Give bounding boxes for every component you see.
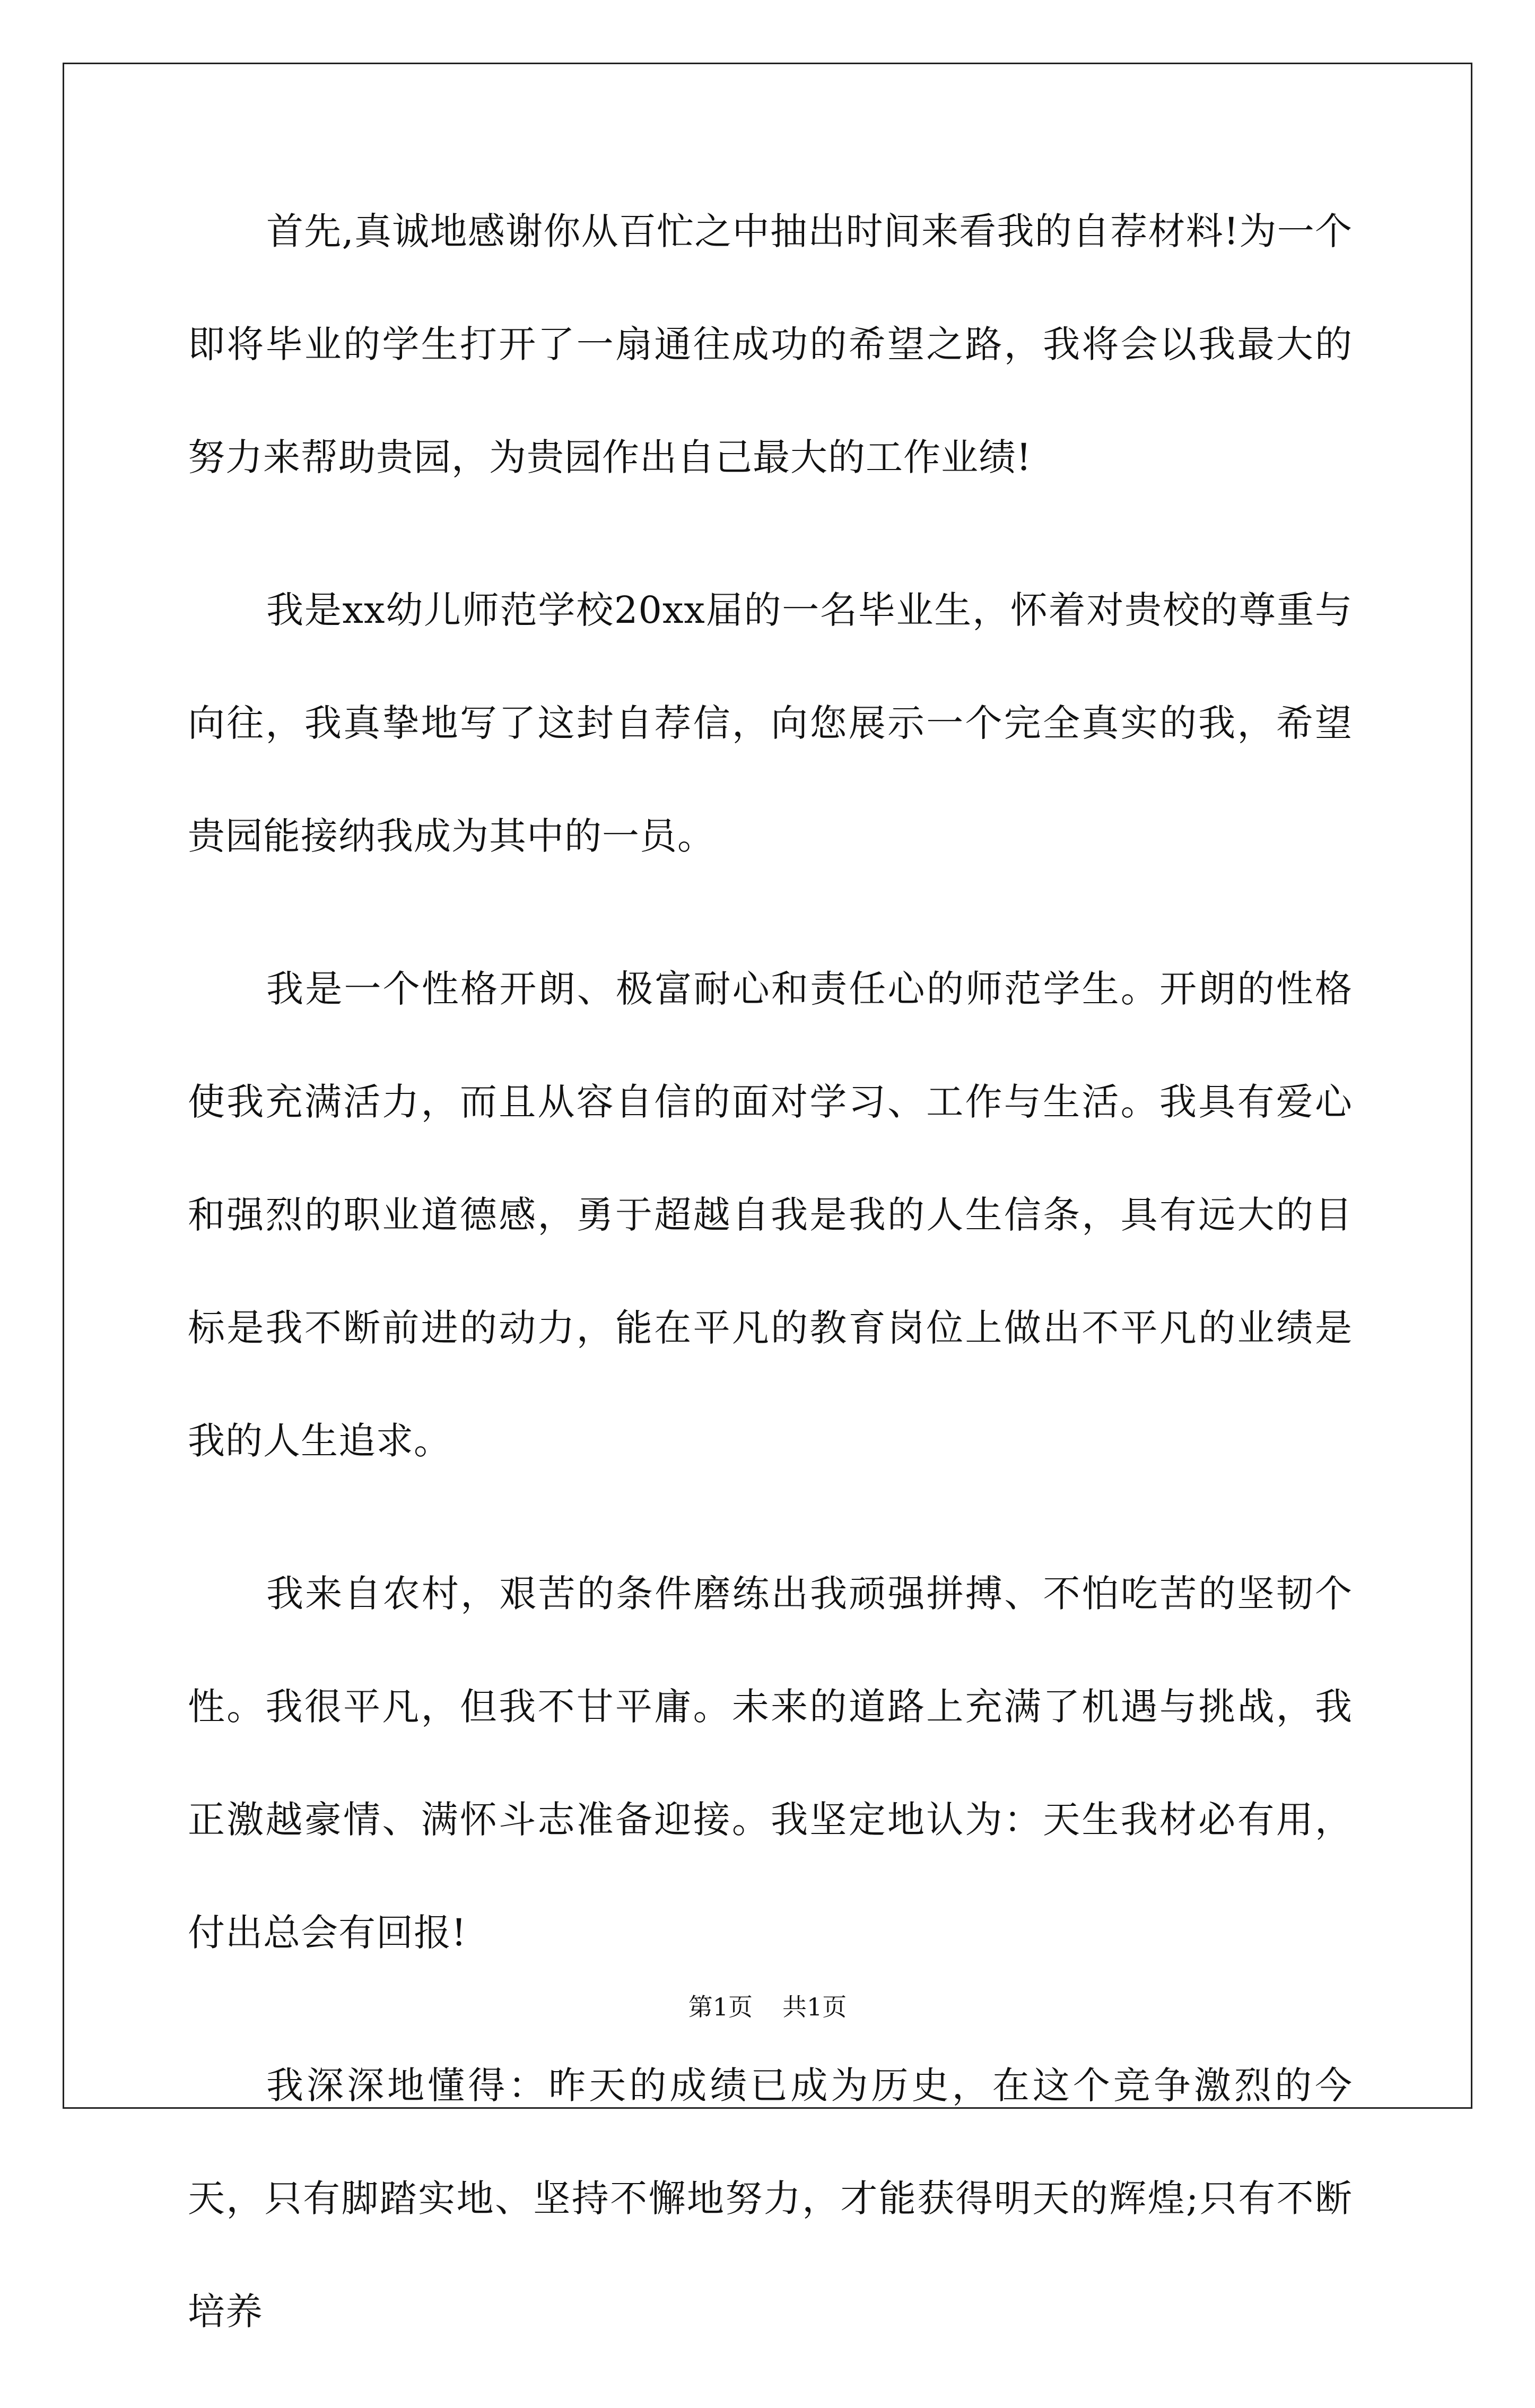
paragraph-3: 我是一个性格开朗、极富耐心和责任心的师范学生。开朗的性格使我充满活力，而且从容自信的面对学习、工作与生活。我具有爱心和强烈的职业道德感，勇于超越自我是我的人生信条，具有远大的目标是我不断前进的动力，能在平凡的教育岗位上做出不平凡的业绩是我的人生追求。: [188, 967, 1353, 1463]
paragraph-4: 我来自农村，艰苦的条件磨练出我顽强拼搏、不怕吃苦的坚韧个性。我很平凡，但我不甘平庸。未来的道路上充满了机遇与挑战，我正激越豪情、满怀斗志准备迎接。我坚定地认为：天生我材必有用，付出总会有回报!: [188, 1572, 1353, 1954]
letter-body: [188, 175, 1353, 2408]
paragraph-1: 首先,真诚地感谢你从百忙之中抽出时间来看我的自荐材料!为一个即将毕业的学生打开了一扇通往成功的希望之路，我将会以我最大的努力来帮助贵园，为贵园作出自己最大的工作业绩!: [188, 210, 1353, 479]
page-total: 共1页: [782, 1993, 847, 2021]
paragraph-5: 我深深地懂得：昨天的成绩已成为历史，在这个竞争激烈的今天，只有脚踏实地、坚持不懈地努力，才能获得明天的辉煌;只有不断培养: [188, 2064, 1353, 2333]
paragraph-2: 我是xx幼儿师范学校20xx届的一名毕业生，怀着对贵校的尊重与向往，我真挚地写了这封自荐信，向您展示一个完全真实的我，希望贵园能接纳我成为其中的一员。: [188, 588, 1353, 858]
page-footer: [0, 1991, 1535, 2023]
page-number: 第1页: [688, 1993, 753, 2021]
